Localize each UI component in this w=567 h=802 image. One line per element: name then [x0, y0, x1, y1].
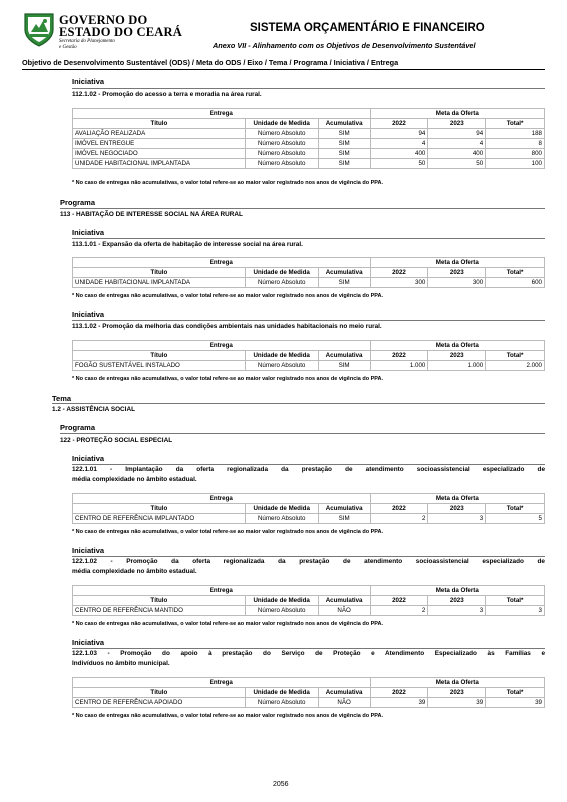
section-divider [60, 433, 545, 434]
iniciativa-label: Iniciativa [72, 228, 105, 237]
page-subtitle: Anexo VII - Alinhamento com os Objetivos de Desenvolvimento Sustentável [213, 41, 476, 50]
header-divider [22, 69, 545, 70]
section-divider [72, 88, 545, 89]
programa-label: Programa [60, 198, 96, 207]
table-row: IMÓVEL NEGOCIADO Número Absoluto SIM 400 400 800 [73, 149, 545, 159]
entrega-header: Entrega [73, 109, 371, 119]
section-divider [52, 403, 545, 404]
logo-text-line3: Secretaria do Planejamento e Gestão [59, 39, 115, 50]
programa-title: 113 - HABITAÇÃO DE INTERESSE SOCIAL NA ÁREA RURAL [60, 211, 243, 218]
programa-title: 122 - PROTEÇÃO SOCIAL ESPECIAL [60, 437, 173, 444]
meta-header: Meta da Oferta [370, 109, 544, 119]
footnote: * No caso de entregas não acumulativas, o valor total refere-se ao maior valor registrado nos anos de vigência do PPA. [72, 621, 384, 627]
entrega-table: Entrega Meta da Oferta Título Unidade de Medida Acumulativa 2022 2023 Total* CENTRO DE REFERÊNCIA IMPLANTADO Número Absoluto SIM 2 3 5 [72, 493, 545, 524]
iniciativa-label: Iniciativa [72, 546, 105, 555]
column-header-row: Título Unidade de Medida Acumulativa 2022 2023 Total* [73, 504, 545, 514]
iniciativa-label: Iniciativa [72, 638, 105, 647]
footnote: * No caso de entregas não acumulativas, o valor total refere-se ao maior valor registrado nos anos de vigência do PPA. [72, 180, 384, 186]
entrega-table: Entrega Meta da Oferta Título Unidade de Medida Acumulativa 2022 2023 Total* FOGÃO SUSTENTÁVEL INSTALADO Número Absoluto SIM 1.000 1.000 2.000 [72, 340, 545, 371]
hierarchy-path: Objetivo de Desenvolvimento Sustentável (ODS) / Meta do ODS / Eixo / Tema / Programa / Iniciativa / Entrega [22, 58, 399, 67]
footnote: * No caso de entregas não acumulativas, o valor total refere-se ao maior valor registrado nos anos de vigência do PPA. [72, 713, 384, 719]
footnote: * No caso de entregas não acumulativas, o valor total refere-se ao maior valor registrado nos anos de vigência do PPA. [72, 529, 384, 535]
section-divider [60, 208, 545, 209]
iniciativa-title-cont: média complexidade no âmbito estadual. [72, 476, 197, 483]
table-row: FOGÃO SUSTENTÁVEL INSTALADO Número Absoluto SIM 1.000 1.000 2.000 [73, 361, 545, 371]
table-row: UNIDADE HABITACIONAL IMPLANTADA Número Absoluto SIM 300 300 600 [73, 278, 545, 288]
programa-label: Programa [60, 423, 96, 432]
iniciativa-label: Iniciativa [72, 77, 105, 86]
tema-title: 1.2 - ASSISTÊNCIA SOCIAL [52, 406, 135, 413]
entrega-table: Entrega Meta da Oferta Título Unidade de Medida Acumulativa 2022 2023 Total* CENTRO DE REFERÊNCIA MANTIDO Número Absoluto NÃO 2 3 3 [72, 585, 545, 616]
iniciativa-title: 122.1.02 - Promoção da oferta regionalizada da prestação de atendimento socioassistencial especializado de [72, 558, 545, 565]
table-row: UNIDADE HABITACIONAL IMPLANTADA Número Absoluto SIM 50 50 100 [73, 159, 545, 169]
table-row: CENTRO DE REFERÊNCIA MANTIDO Número Absoluto NÃO 2 3 3 [73, 606, 545, 616]
column-header-row: Título Unidade de Medida Acumulativa 2022 2023 Total* [73, 119, 545, 129]
state-logo [22, 12, 182, 50]
page-title: SISTEMA ORÇAMENTÁRIO E FINANCEIRO [250, 22, 485, 34]
column-header-row: Título Unidade de Medida Acumulativa 2022 2023 Total* [73, 688, 545, 698]
section-divider [72, 320, 545, 321]
entrega-table: Entrega Meta da Oferta Título Unidade de Medida Acumulativa 2022 2023 Total* CENTRO DE REFERÊNCIA APOIADO Número Absoluto NÃO 39 39 39 [72, 677, 545, 708]
logo-text-line2: ESTADO DO CEARÁ [59, 25, 182, 39]
footnote: * No caso de entregas não acumulativas, o valor total refere-se ao maior valor registrado nos anos de vigência do PPA. [72, 293, 384, 299]
iniciativa-title: 122.1.03 - Promoção do apoio à prestação do Serviço de Proteção e Atendimento Especializado às Famílias e [72, 650, 545, 657]
iniciativa-title: 113.1.01 - Expansão da oferta de habitação de interesse social na área rural. [72, 241, 303, 248]
entrega-table: Entrega Meta da Oferta Título Unidade de Medida Acumulativa 2022 2023 Total* UNIDADE HABITACIONAL IMPLANTADA Número Absoluto SIM 300 300 600 [72, 257, 545, 288]
iniciativa-title: 113.1.02 - Promoção da melhoria das condições ambientais nas unidades habitacionais no meio rural. [72, 323, 382, 330]
table-row: IMÓVEL ENTREGUE Número Absoluto SIM 4 4 8 [73, 139, 545, 149]
section-divider [72, 238, 545, 239]
iniciativa-title: 122.1.01 - Implantação da oferta regionalizada da prestação de atendimento socioassistencial especializado de [72, 466, 545, 473]
iniciativa-title-cont: média complexidade no âmbito estadual. [72, 568, 197, 575]
footnote: * No caso de entregas não acumulativas, o valor total refere-se ao maior valor registrado nos anos de vigência do PPA. [72, 376, 384, 382]
table-row: CENTRO DE REFERÊNCIA APOIADO Número Absoluto NÃO 39 39 39 [73, 698, 545, 708]
column-header-row: Título Unidade de Medida Acumulativa 2022 2023 Total* [73, 596, 545, 606]
iniciativa-title: 112.1.02 - Promoção do acesso a terra e moradia na área rural. [72, 91, 262, 98]
iniciativa-title-cont: Indivíduos no âmbito municipal. [72, 660, 170, 667]
iniciativa-label: Iniciativa [72, 454, 105, 463]
page-number: 2056 [273, 781, 289, 788]
column-header-row: Título Unidade de Medida Acumulativa 2022 2023 Total* [73, 268, 545, 278]
table-row: AVALIAÇÃO REALIZADA Número Absoluto SIM 94 94 188 [73, 129, 545, 139]
column-header-row: Título Unidade de Medida Acumulativa 2022 2023 Total* [73, 351, 545, 361]
coat-of-arms-icon [22, 12, 56, 48]
tema-label: Tema [52, 394, 72, 403]
entrega-table [72, 108, 545, 169]
logo-text-line1: GOVERNO DO [59, 13, 148, 27]
table-row: CENTRO DE REFERÊNCIA IMPLANTADO Número Absoluto SIM 2 3 5 [73, 514, 545, 524]
iniciativa-label: Iniciativa [72, 310, 105, 319]
